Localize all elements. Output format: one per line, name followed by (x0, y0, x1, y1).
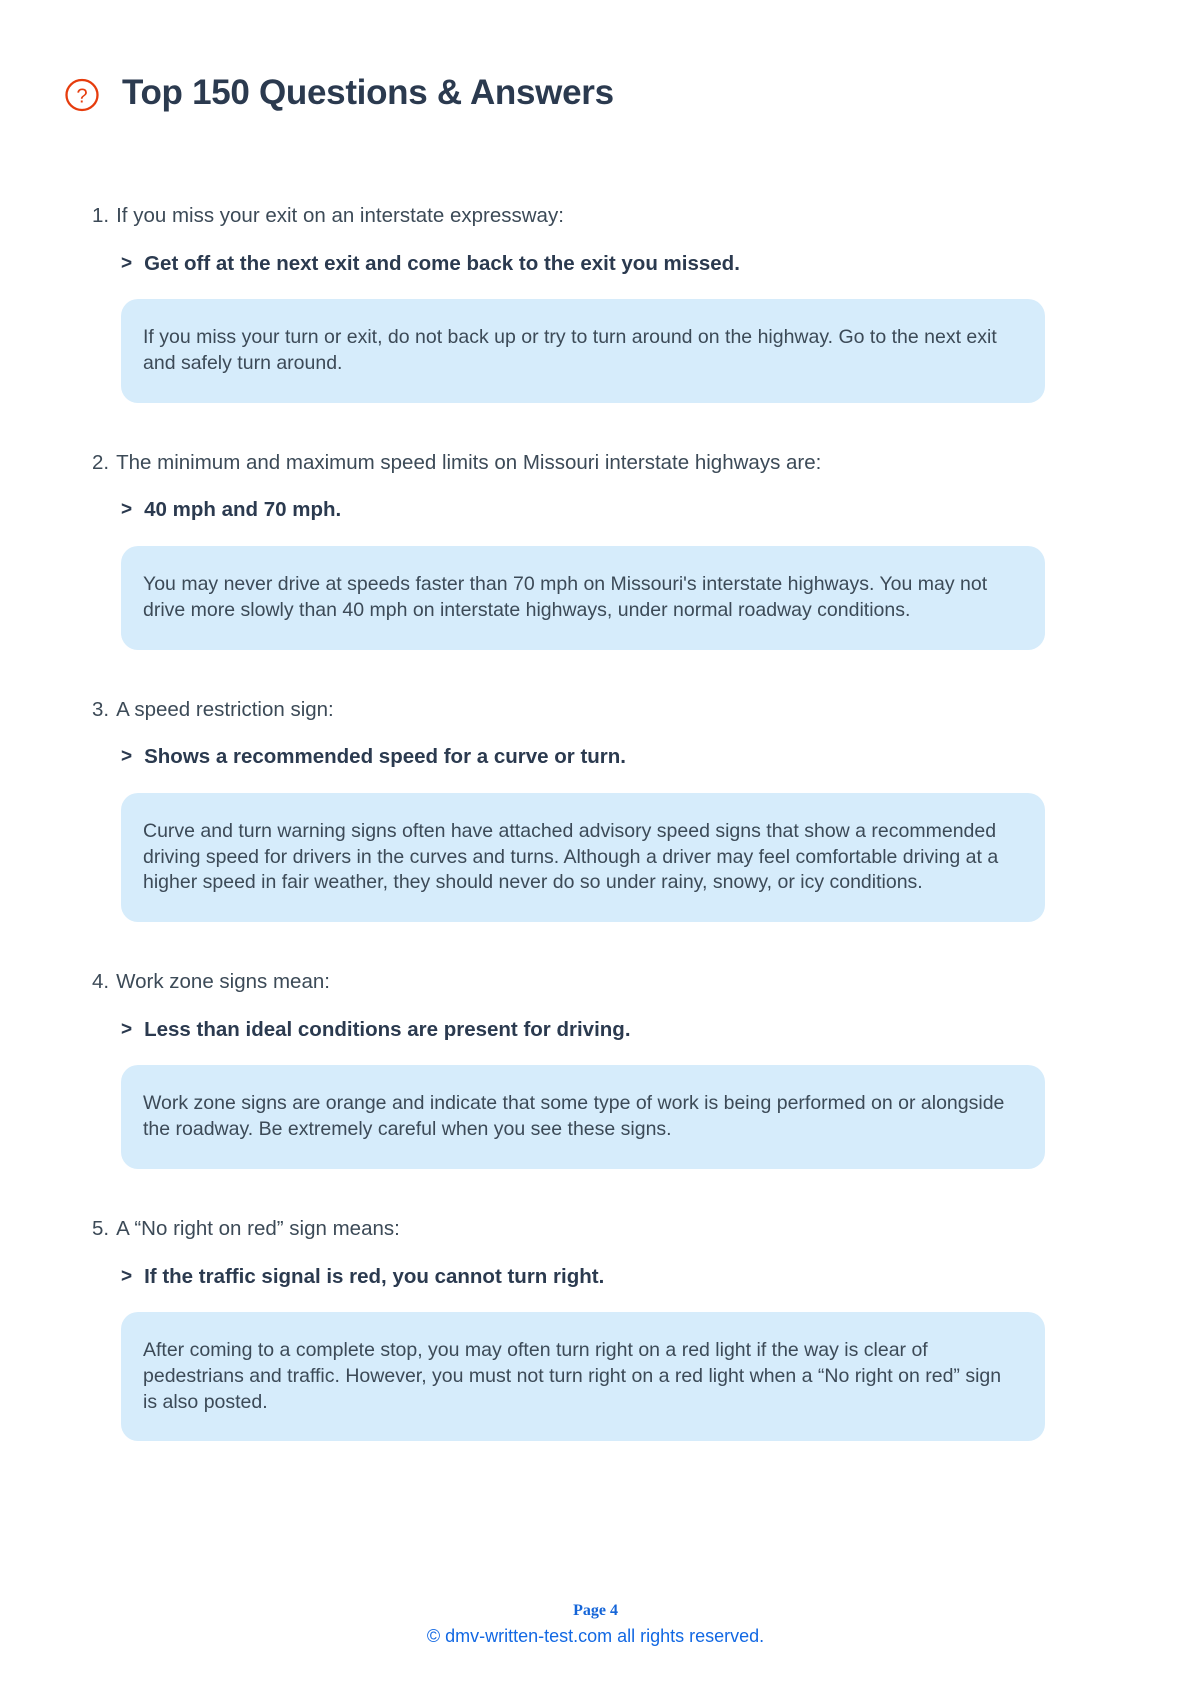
question-row (92, 202, 1045, 230)
answer-text: Shows a recommended speed for a curve or turn. (144, 745, 626, 769)
answer-text: 40 mph and 70 mph. (144, 498, 342, 522)
answer-row (92, 496, 1045, 524)
explanation-box: You may never drive at speeds faster than 70 mph on Missouri's interstate highways. You may not drive more slowly than 40 mph on interstate highways, under normal roadway conditions. (121, 546, 1045, 649)
page-number-label: Page 4 (573, 1602, 618, 1620)
question-row (92, 449, 1045, 477)
question-text: A “No right on red” sign means: (116, 1216, 400, 1240)
question-row (92, 968, 1045, 996)
answer-caret-icon: > (121, 746, 133, 768)
qa-item (92, 449, 1045, 650)
question-text: If you miss your exit on an interstate expressway: (116, 203, 564, 227)
question-mark-circle-icon (64, 77, 100, 113)
svg-text:?: ? (76, 85, 88, 108)
answer-row (92, 1016, 1045, 1044)
answer-caret-icon: > (121, 1018, 133, 1040)
answer-text: If the traffic signal is red, you cannot turn right. (144, 1264, 605, 1288)
answer-caret-icon: > (121, 1265, 133, 1287)
question-number: 1. (92, 203, 110, 227)
answer-text: Get off at the next exit and come back to the exit you missed. (144, 251, 740, 275)
question-row (92, 1215, 1045, 1243)
question-number: 2. (92, 450, 110, 474)
qa-item (92, 696, 1045, 923)
answer-row (92, 743, 1045, 771)
explanation-box: Curve and turn warning signs often have attached advisory speed signs that show a recommended driving speed for drivers in the curves and turns. Although a driver may feel comfortable driving at a higher speed in fair weather, they should never do so under rainy, snowy, or icy conditions. (121, 793, 1045, 922)
page-header (0, 0, 1191, 134)
explanation-box: After coming to a complete stop, you may often turn right on a red light if the way is clear of pedestrians and traffic. However, you must not turn right on a red light when a “No right on red” sign is also posted. (121, 1312, 1045, 1441)
questions-list (0, 202, 1191, 1442)
answer-row (92, 250, 1045, 278)
question-text: A speed restriction sign: (116, 697, 334, 721)
answer-caret-icon: > (121, 499, 133, 521)
question-row (92, 696, 1045, 724)
question-number: 5. (92, 1216, 110, 1240)
question-number: 3. (92, 697, 110, 721)
question-text: The minimum and maximum speed limits on Missouri interstate highways are: (116, 450, 822, 474)
qa-item (92, 202, 1045, 403)
answer-row (92, 1263, 1045, 1291)
question-number: 4. (92, 970, 110, 994)
qa-item (92, 968, 1045, 1169)
explanation-box: If you miss your turn or exit, do not back up or try to turn around on the highway. Go to the next exit and safely turn around. (121, 299, 1045, 402)
answer-caret-icon: > (121, 252, 133, 274)
page-footer (0, 1600, 1191, 1648)
explanation-box: Work zone signs are orange and indicate that some type of work is being performed on or alongside the roadway. Be extremely careful when you see these signs. (121, 1065, 1045, 1168)
copyright-notice[interactable]: © dmv-written-test.com all rights reserved. (426, 1625, 765, 1646)
question-text: Work zone signs mean: (116, 970, 330, 994)
qa-item (92, 1215, 1045, 1442)
page-title: Top 150 Questions & Answers (122, 73, 614, 113)
answer-text: Less than ideal conditions are present for driving. (144, 1017, 631, 1041)
